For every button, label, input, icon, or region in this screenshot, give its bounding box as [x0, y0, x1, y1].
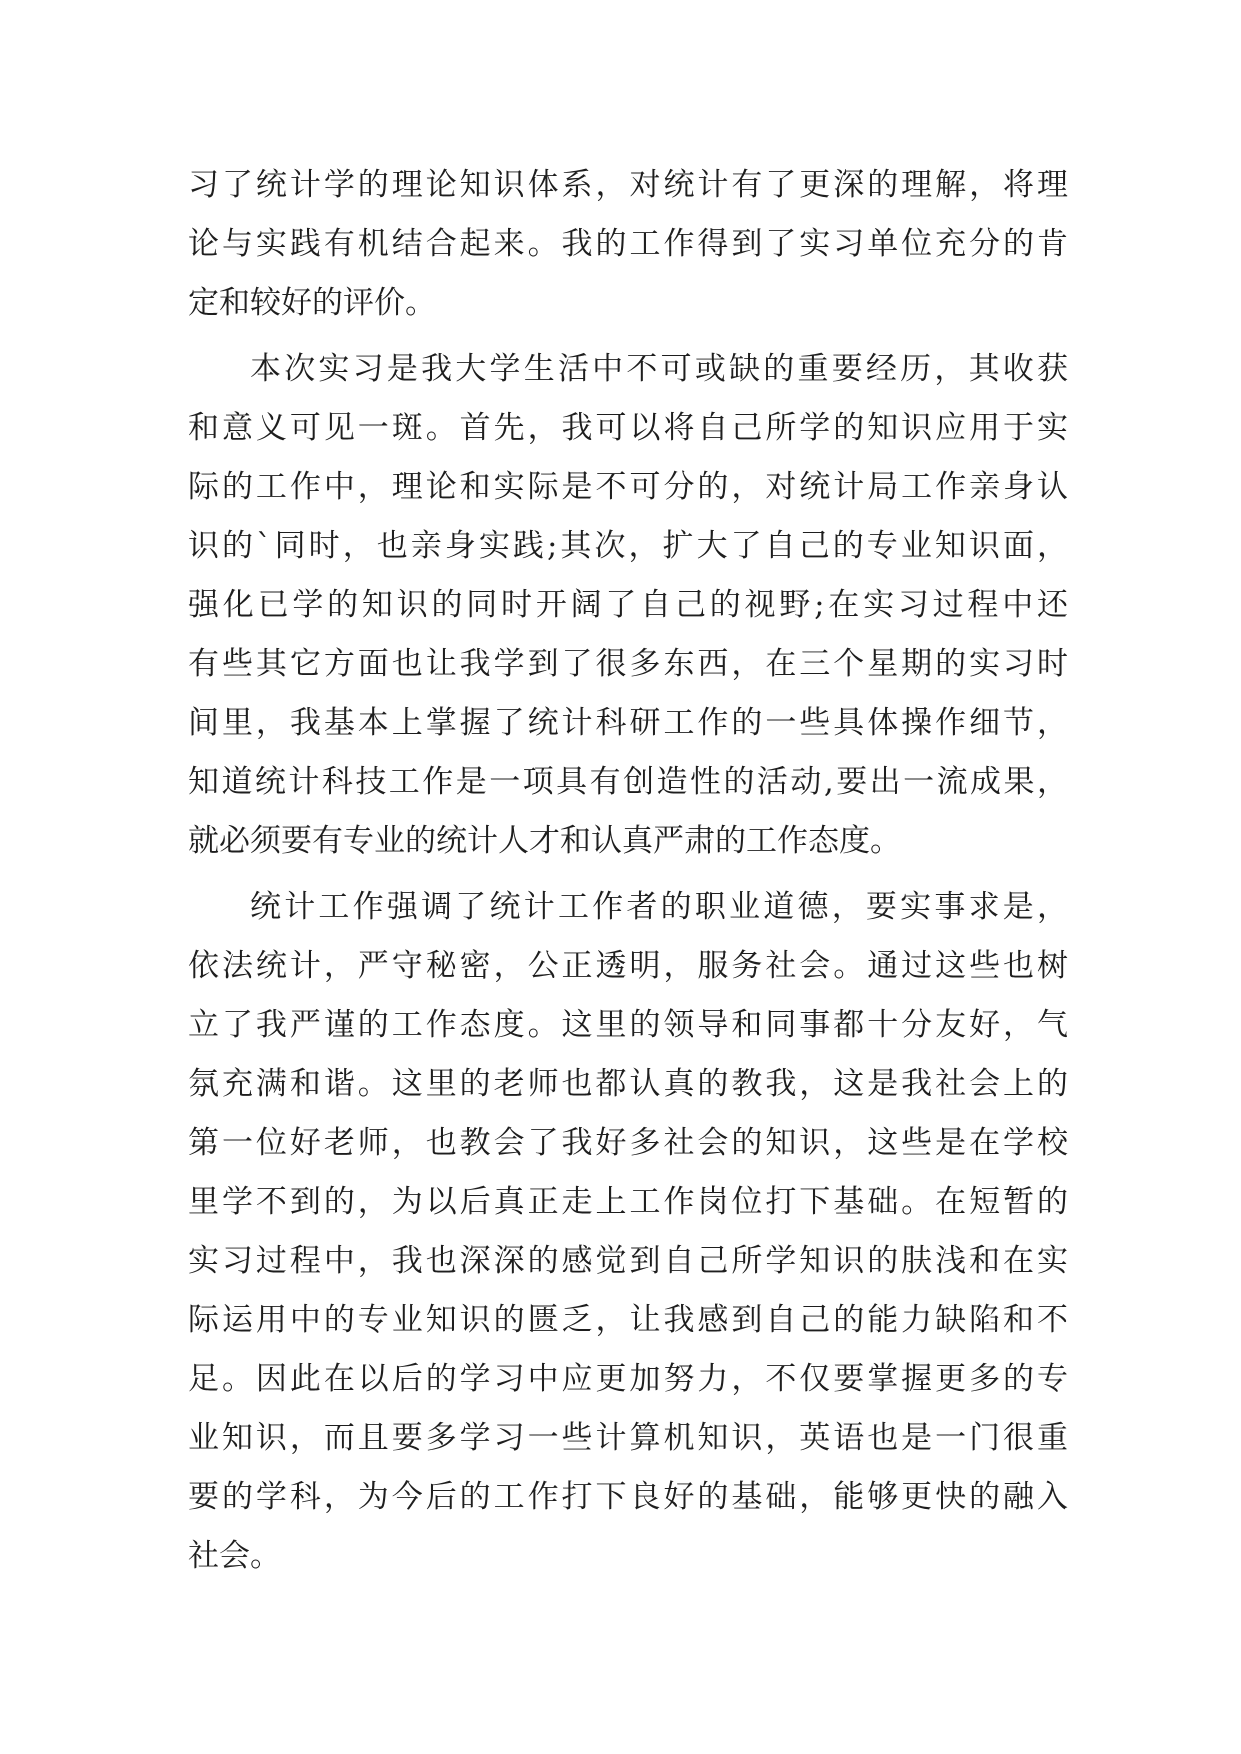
paragraph-line: 社会。: [188, 1538, 281, 1574]
document-body: [188, 156, 1068, 1586]
paragraph-line: 立了我严谨的工作态度。这里的领导和同事都十分友好，气: [188, 1007, 1068, 1043]
paragraph-line: 氛充满和谐。这里的老师也都认真的教我，这是我社会上的: [188, 1066, 1068, 1102]
paragraph-line: 业知识，而且要多学习一些计算机知识，英语也是一门很重: [188, 1420, 1068, 1456]
paragraph-line: 就必须要有专业的统计人才和认真严肃的工作态度。: [188, 823, 901, 859]
paragraph-line: 间里，我基本上掌握了统计科研工作的一些具体操作细节，: [188, 705, 1068, 741]
paragraph-3: [188, 878, 1068, 1586]
paragraph-1: [188, 156, 1068, 333]
paragraph-line: 知道统计科技工作是一项具有创造性的活动,要出一流成果，: [188, 764, 1068, 800]
paragraph-line: 依法统计，严守秘密，公正透明，服务社会。通过这些也树: [188, 948, 1068, 984]
paragraph-spacer: [188, 333, 1068, 340]
paragraph-line: 和意义可见一斑。首先，我可以将自己所学的知识应用于实: [188, 410, 1068, 446]
paragraph-line: 统计工作强调了统计工作者的职业道德，要实事求是，: [250, 889, 1068, 925]
paragraph-spacer: [188, 871, 1068, 878]
paragraph-line: 际运用中的专业知识的匮乏，让我感到自己的能力缺陷和不: [188, 1302, 1068, 1338]
paragraph-line: 论与实践有机结合起来。我的工作得到了实习单位充分的肯: [188, 226, 1068, 262]
paragraph-line: 实习过程中，我也深深的感觉到自己所学知识的肤浅和在实: [188, 1243, 1068, 1279]
paragraph-line: 第一位好老师，也教会了我好多社会的知识，这些是在学校: [188, 1125, 1068, 1161]
paragraph-line: 有些其它方面也让我学到了很多东西，在三个星期的实习时: [188, 646, 1068, 682]
paragraph-line: 足。因此在以后的学习中应更加努力，不仅要掌握更多的专: [188, 1361, 1068, 1397]
paragraph-line: 强化已学的知识的同时开阔了自己的视野;在实习过程中还: [188, 587, 1068, 623]
paragraph-line: 要的学科，为今后的工作打下良好的基础，能够更快的融入: [188, 1479, 1068, 1515]
paragraph-line: 习了统计学的理论知识体系，对统计有了更深的理解，将理: [188, 167, 1068, 203]
paragraph-2: [188, 340, 1068, 871]
paragraph-line: 定和较好的评价。: [188, 285, 436, 321]
paragraph-line: 识的`同时，也亲身实践;其次，扩大了自己的专业知识面，: [188, 528, 1068, 564]
paragraph-line: 际的工作中，理论和实际是不可分的，对统计局工作亲身认: [188, 469, 1068, 505]
paragraph-line: 本次实习是我大学生活中不可或缺的重要经历，其收获: [250, 351, 1068, 387]
paragraph-line: 里学不到的，为以后真正走上工作岗位打下基础。在短暂的: [188, 1184, 1068, 1220]
